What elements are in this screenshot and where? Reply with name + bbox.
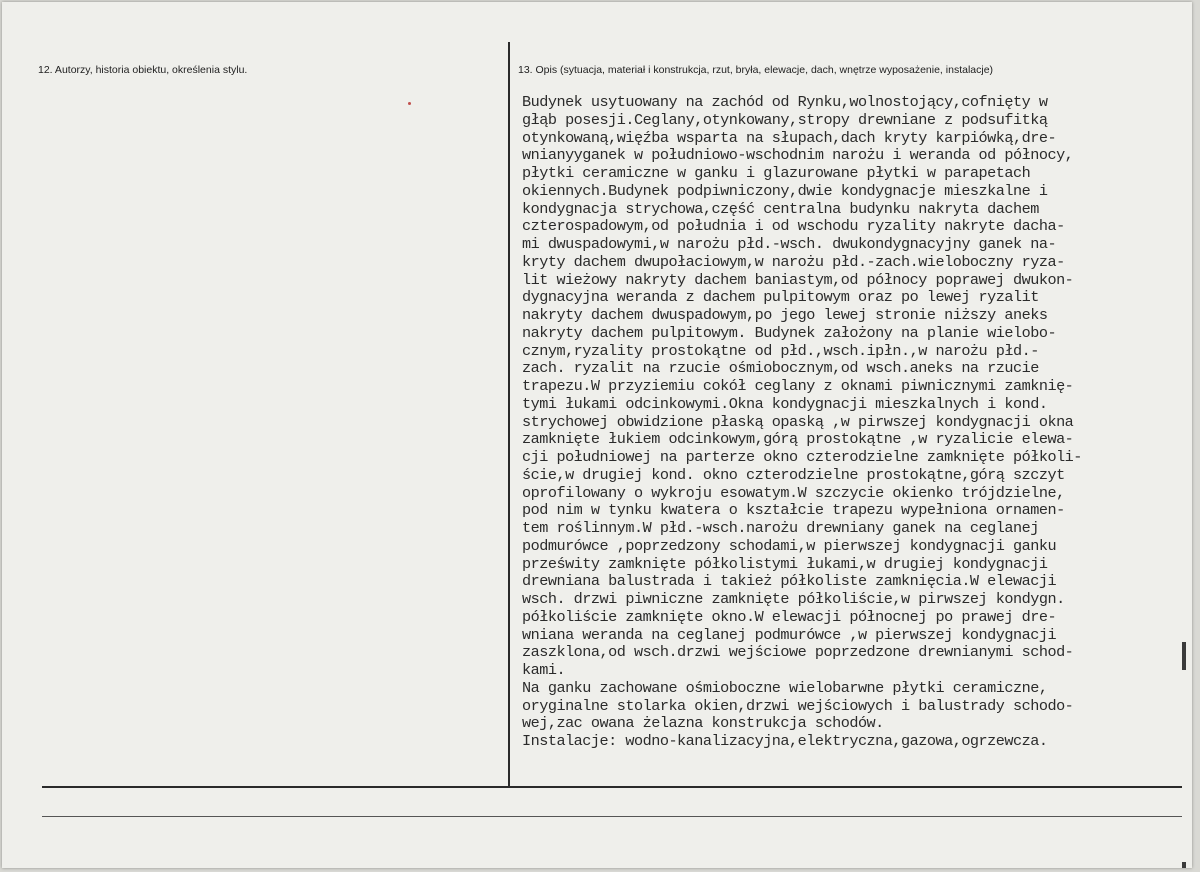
typed-line: lit wieżowy nakryty dachem baniastym,od północy poprawej dwukon- — [522, 270, 1074, 289]
typed-line: czterospadowym,od południa i od wschodu ryzality nakryte dacha- — [522, 217, 1065, 236]
typed-line: płytki ceramiczne w ganku i glazurowane płytki w parapetach — [522, 164, 1031, 182]
typed-line: wnianyyganek w południowo-wschodnim narożu i weranda od północy, — [522, 146, 1074, 165]
typed-line: kondygnacja strychowa,część centralna budynku nakryta dachem — [522, 199, 1039, 218]
edge-mark — [1182, 642, 1186, 670]
typed-line: głąb posesji.Ceglany,otynkowany,stropy drewniane z podsufitką — [522, 110, 1048, 129]
typed-line: półkoliście zamknięte okno.W elewacji północnej po prawej dre- — [522, 607, 1057, 626]
typed-line: oryginalne stolarka okien,drzwi wejściowych i balustrady schodo- — [522, 696, 1074, 715]
edge-mark-bottom — [1182, 862, 1186, 868]
typed-line: nakryty dachem dwuspadowym,po jego lewej stronie niższy aneks — [522, 306, 1048, 324]
typed-line: otynkowaną,więźba wsparta na słupach,dach kryty karpiówką,dre- — [522, 128, 1057, 147]
bottom-rule — [42, 786, 1182, 788]
typed-line: trapezu.W przyziemiu cokół ceglany z oknami piwnicznymi zamknię- — [522, 377, 1074, 395]
section-13-typed-description — [522, 94, 1177, 751]
typed-line: wniana weranda na ceglanej podmurówce ,w pierwszej kondygnacji — [522, 625, 1057, 644]
typed-line: drewniana balustrada i takież półkoliste zamknięcia.W elewacji — [522, 572, 1057, 591]
typed-line: tymi łukami odcinkowymi.Okna kondygnacji mieszkalnych i kond. — [522, 394, 1048, 413]
typed-line: dygnacyjna weranda z dachem pulpitowym oraz po lewej ryzalit — [522, 288, 1039, 307]
bottom-rule-thin — [42, 816, 1182, 817]
typed-line: nakryty dachem pulpitowym. Budynek założony na planie wielobo- — [522, 323, 1057, 342]
section-13-heading: 13. Opis (sytuacja, materiał i konstrukcja, rzut, bryła, elewacje, dach, wnętrze wyposażenie, instalacje) — [518, 64, 994, 76]
typed-line: okiennych.Budynek podpiwniczony,dwie kondygnacje mieszkalne i — [522, 181, 1048, 200]
typed-line: podmurówce ,poprzedzony schodami,w pierwszej kondygnacji ganku — [522, 536, 1057, 555]
column-divider — [508, 42, 510, 787]
typed-line: zamknięte łukiem odcinkowym,górą prostokątne ,w ryzalicie elewa- — [522, 430, 1074, 449]
typed-line: tem roślinnym.W płd.-wsch.narożu drewniany ganek na ceglanej — [522, 519, 1039, 537]
typed-line: pod nim w tynku kwatera o kształcie trapezu wypełniona ornamen- — [522, 501, 1065, 520]
typed-line: kryty dachem dwupołaciowym,w narożu płd.-zach.wieloboczny ryza- — [522, 252, 1065, 271]
red-speck — [408, 102, 411, 105]
typed-line: prześwity zamknięte półkolistymi łukami,w drugiej kondygnacji — [522, 554, 1048, 573]
typed-line: cznym,ryzality prostokątne od płd.,wsch.ipłn.,w narożu płd.- — [522, 341, 1039, 360]
form-sheet — [2, 2, 1192, 868]
typed-line: strychowej obwidzione płaską opaską ,w pirwszej kondygnacji okna — [522, 412, 1074, 431]
section-12-heading: 12. Autorzy, historia obiektu, określenia stylu. — [38, 64, 248, 76]
typed-line: wsch. drzwi piwniczne zamknięte półkoliście,w pirwszej kondygn. — [522, 590, 1065, 608]
typed-line: ście,w drugiej kond. okno czterodzielne prostokątne,górą szczyt — [522, 465, 1065, 484]
typed-line: Instalacje: wodno-kanalizacyjna,elektryczna,gazowa,ogrzewcza. — [522, 732, 1048, 750]
typed-line: mi dwuspadowymi,w narożu płd.-wsch. dwukondygnacyjny ganek na- — [522, 235, 1057, 253]
typed-line: Na ganku zachowane ośmioboczne wielobarwne płytki ceramiczne, — [522, 678, 1048, 697]
typed-line: cji południowej na parterze okno czterodzielne zamknięte półkoli- — [522, 448, 1082, 466]
typed-line: zach. ryzalit na rzucie ośmiobocznym,od wsch.aneks na rzucie — [522, 359, 1039, 378]
typed-line: kami. — [522, 661, 566, 679]
typed-line: wej,zac owana żelazna konstrukcja schodów. — [522, 714, 884, 733]
typed-line: zaszklona,od wsch.drzwi wejściowe poprzedzone drewnianymi schod- — [522, 643, 1074, 662]
typed-line: oprofilowany o wykroju esowatym.W szczycie okienko trójdzielne, — [522, 483, 1065, 502]
typed-line: Budynek usytuowany na zachód od Rynku,wolnostojący,cofnięty w — [522, 93, 1048, 111]
